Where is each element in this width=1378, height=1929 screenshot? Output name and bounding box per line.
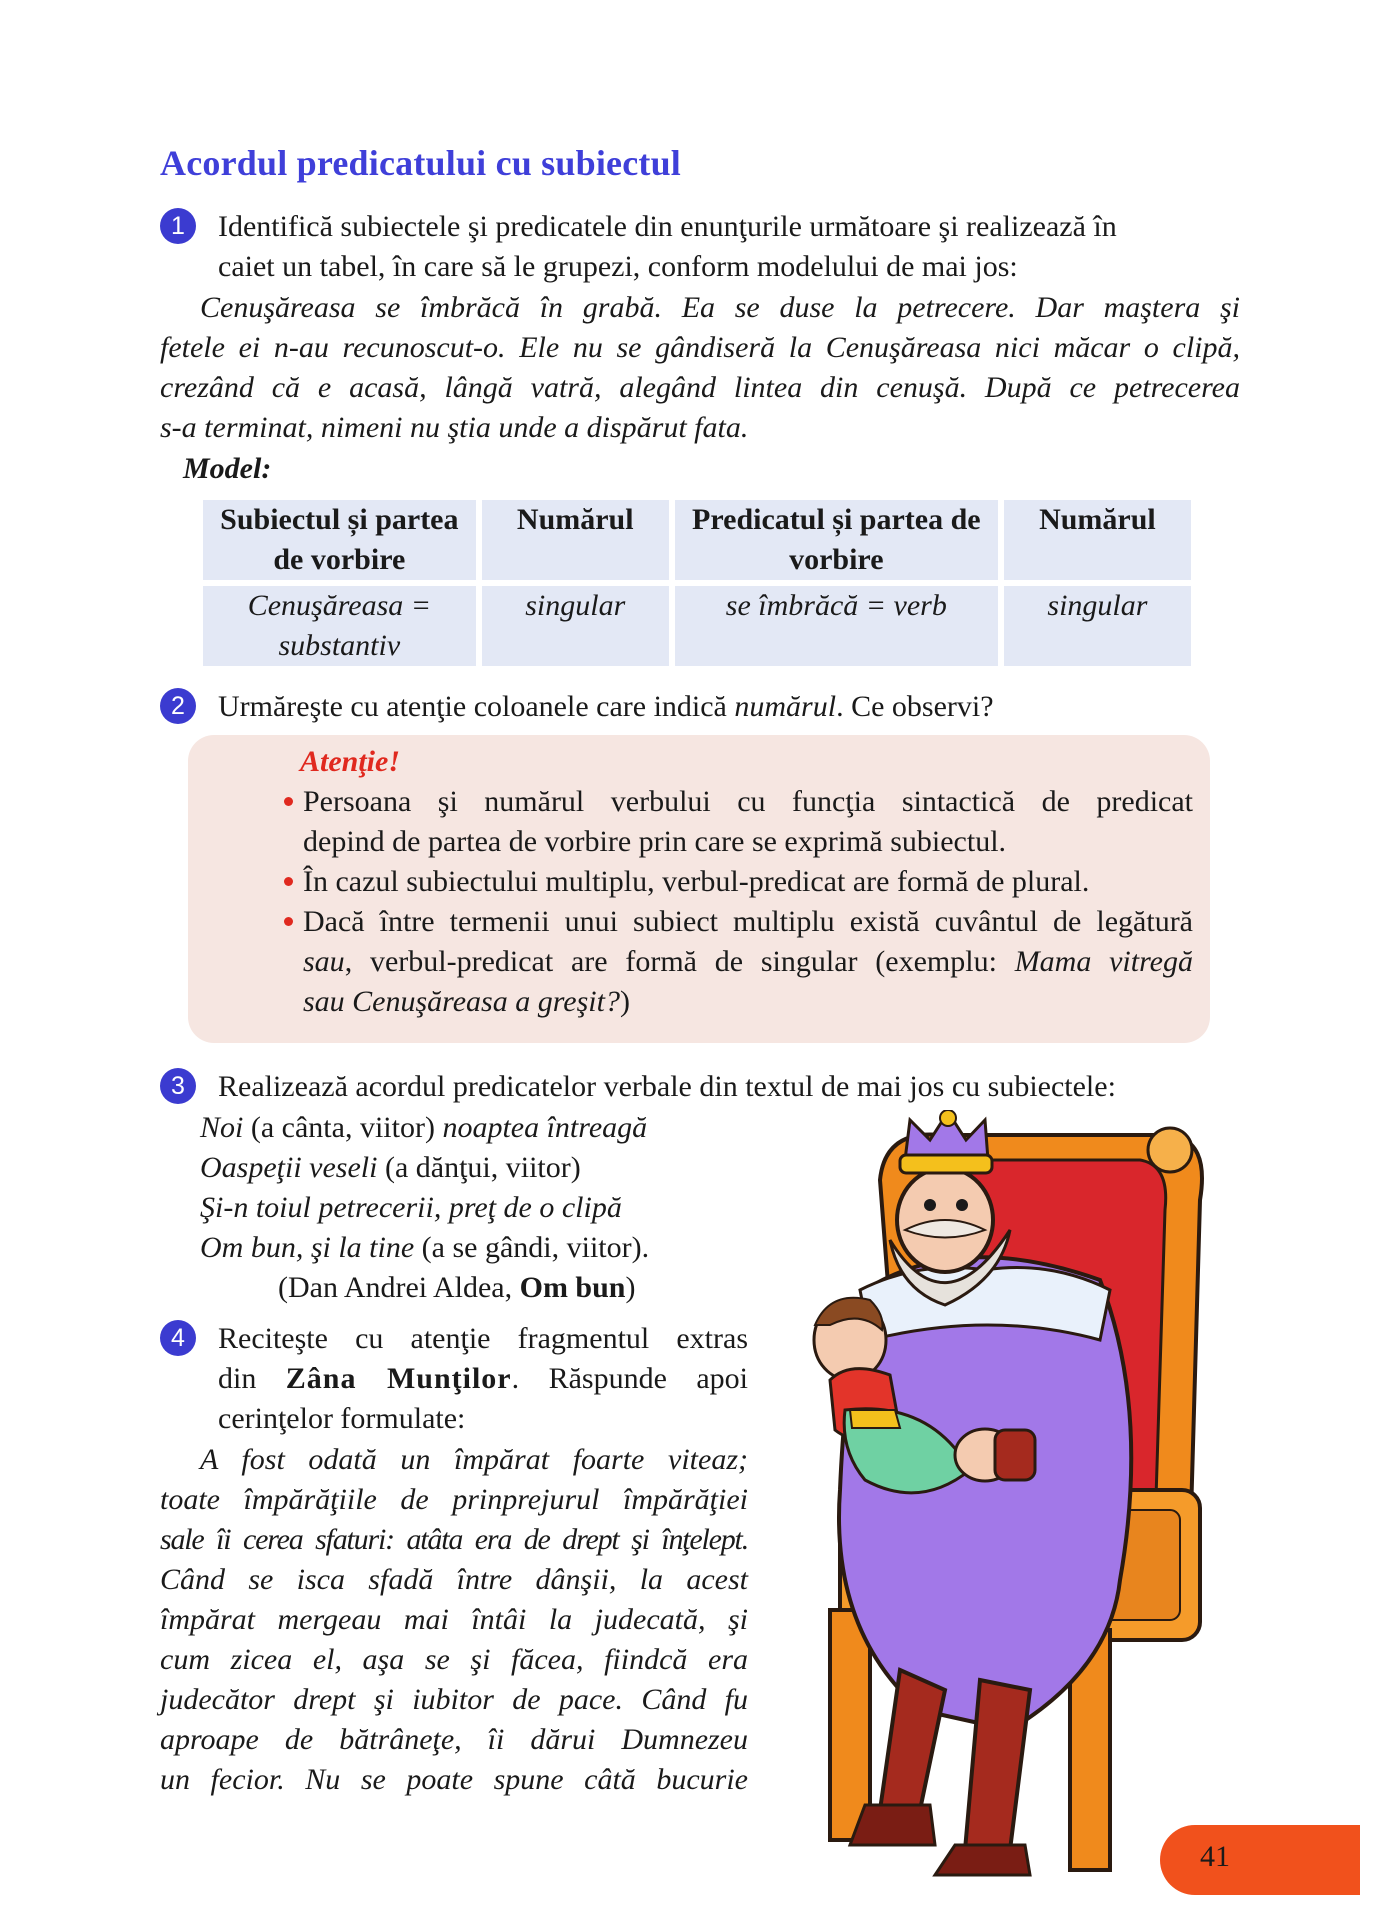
story-title: Zâna Munţilor xyxy=(285,1362,512,1395)
exercise-3-number: 3 xyxy=(160,1068,196,1104)
header-cell: Subiectul și partea de vorbire xyxy=(203,500,476,580)
note-bullet-2: În cazul subiectului multiplu, verbul-predicat are formă de plural. xyxy=(303,865,1090,898)
king-illustration xyxy=(770,1110,1210,1880)
exercise-2-text: Urmăreşte cu atenţie coloanele care indică xyxy=(218,690,735,723)
exercise-1-text-line: crezând că e acasă, lângă vatră, alegând lintea din cenuşă. După ce petrecerea xyxy=(160,371,1240,404)
exercise-2-instruction xyxy=(218,687,994,727)
source-author: (Dan Andrei Aldea, xyxy=(278,1271,520,1304)
exercise-1-instruction-line2: caiet un tabel, în care să le grupezi, conform modelului de mai jos: xyxy=(218,250,1018,283)
exercise-1-text-line: s-a terminat, nimeni nu ştia unde a dispărut fata. xyxy=(160,411,749,444)
exercise-1-number: 1 xyxy=(160,208,196,244)
table-cell: singular xyxy=(1004,586,1191,666)
page-number: 41 xyxy=(1200,1840,1230,1873)
model-label: Model: xyxy=(183,452,272,485)
fragment-line: judecător drept şi iubitor de pace. Când fu xyxy=(160,1683,748,1716)
note-bullet-3-line2 xyxy=(303,942,1193,982)
poem-hint: (a dănţui, viitor) xyxy=(377,1151,581,1184)
fragment-line: A fost odată un împărat foarte viteaz; xyxy=(200,1443,748,1476)
note-emphasis: sau xyxy=(303,945,345,978)
poem-source xyxy=(278,1268,636,1308)
exercise-2-emphasis: numărul xyxy=(734,690,837,723)
exercise-1-text-line: Cenuşăreasa se îmbrăcă în grabă. Ea se duse la petrecere. Dar maştera şi xyxy=(200,291,1240,324)
exercise-3-instruction: Realizează acordul predicatelor verbale din textul de mai jos cu subiectele: xyxy=(218,1070,1116,1103)
table-cell: Cenuşăreasa = substantiv xyxy=(203,586,476,666)
note-emphasis: sau Cenuşăreasa a greşit? xyxy=(303,985,620,1018)
poem-line-4 xyxy=(200,1228,649,1268)
fragment-line: un fecior. Nu se poate spune câtă bucurie xyxy=(160,1763,748,1796)
fragment-line: cum zicea el, aşa se şi făcea, fiindcă era xyxy=(160,1643,748,1676)
source-end: ) xyxy=(625,1271,636,1304)
note-text: , verbul-predicat are formă de singular (exemplu: xyxy=(344,945,1015,978)
table-row xyxy=(203,586,1191,666)
fragment-line: aproape de bătrâneţe, îi dărui Dumnezeu xyxy=(160,1723,748,1756)
exercise-1-instruction-line1: Identifică subiectele şi predicatele din enunţurile următoare şi realizează în xyxy=(218,210,1117,243)
attention-title: Atenţie! xyxy=(300,745,401,778)
fragment-line: toate împărăţiile de prinprejurul împărăţiei xyxy=(160,1483,748,1516)
table-header-row xyxy=(203,500,1191,580)
poem-hint: (a cânta, viitor) xyxy=(243,1111,443,1144)
exercise-4-instruction-line2 xyxy=(218,1359,748,1399)
note-bullet-1-line1: Persoana şi numărul verbului cu funcţia sintactică de predicat xyxy=(303,785,1193,818)
poem-hint: (a se gândi, viitor). xyxy=(414,1231,650,1264)
fragment-line: sale îi cerea sfaturi: atâta era de drept şi înţelept. xyxy=(160,1523,748,1556)
exercise-1-text-line: fetele ei n-au recunoscut-o. Ele nu se gândiseră la Cenuşăreasa nici măcar o clipă, xyxy=(160,331,1240,364)
instruction-text: . Răspunde apoi xyxy=(511,1362,748,1395)
table-cell: se îmbrăcă = verb xyxy=(675,586,998,666)
bullet-icon xyxy=(284,877,298,891)
note-emphasis: Mama vitregă xyxy=(1014,945,1193,978)
poem-text: Oaspeţii veseli xyxy=(200,1151,378,1184)
poem-text: Noi xyxy=(200,1111,244,1144)
exercise-2-number: 2 xyxy=(160,688,196,724)
header-cell: Numărul xyxy=(1004,500,1191,580)
header-cell: Numărul xyxy=(482,500,669,580)
exercise-4-number: 4 xyxy=(160,1320,196,1356)
model-table xyxy=(197,494,1197,672)
exercise-4-instruction-line1: Reciteşte cu atenţie fragmentul extras xyxy=(218,1322,748,1355)
poem-line-1 xyxy=(200,1108,647,1148)
header-cell: Predicatul și partea de vorbire xyxy=(675,500,998,580)
poem-text: Om bun, şi la tine xyxy=(200,1231,415,1264)
page-number-tab xyxy=(1160,1825,1360,1895)
bullet-icon xyxy=(284,917,298,931)
note-text: ) xyxy=(619,985,630,1018)
poem-line-3: Şi-n toiul petrecerii, preţ de o clipă xyxy=(200,1191,622,1224)
fragment-line: împărat mergeau mai întâi la judecată, şi xyxy=(160,1603,748,1636)
exercise-4-instruction-line3: cerinţelor formulate: xyxy=(218,1402,466,1435)
note-bullet-3-line3 xyxy=(303,982,630,1022)
poem-text: noaptea întreagă xyxy=(442,1111,648,1144)
fragment-line: Când se isca sfadă între dânşii, la acest xyxy=(160,1563,748,1596)
source-title: Om bun xyxy=(519,1271,626,1304)
exercise-2-text-end: . Ce observi? xyxy=(836,690,994,723)
bullet-icon xyxy=(284,797,298,811)
table-cell: singular xyxy=(482,586,669,666)
instruction-text: din xyxy=(218,1362,286,1395)
page-title: Acordul predicatului cu subiectul xyxy=(160,143,681,183)
note-bullet-3-line1: Dacă între termenii unui subiect multiplu există cuvântul de legătură xyxy=(303,905,1193,938)
poem-line-2 xyxy=(200,1148,581,1188)
note-bullet-1-line2: depind de partea de vorbire prin care se exprimă subiectul. xyxy=(303,825,1007,858)
